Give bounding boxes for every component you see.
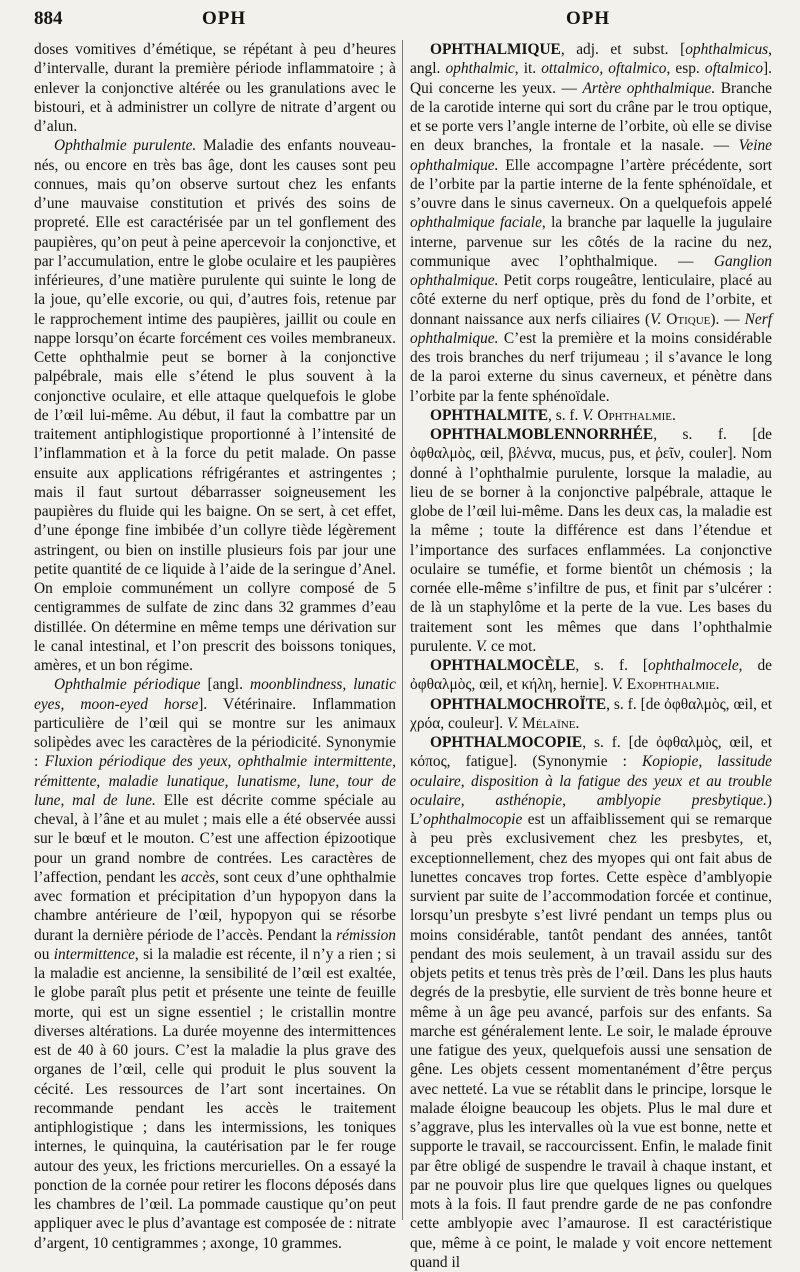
entry-ophthalmochroite: OPHTHALMOCHROÏTE, s. f. [de ὀφθαλμὸς, œil, et χρόα, couleur]. V. Mélaïne. <box>410 695 772 732</box>
page-number: 884 <box>34 8 63 29</box>
subentry-term: Ophthalmie périodique <box>54 676 201 694</box>
headword: OPHTHALMIQUE <box>430 41 561 58</box>
synonymy: Kopiopie, lassitude oculaire, disposition à la fatigue des yeux et au trouble oculaire, asthénopie, amblyopie presbytique. <box>410 753 772 809</box>
column-divider <box>402 40 403 1220</box>
entry-ophthalmoblennorrhee: OPHTHALMOBLENNORRHÉE, s. f. [de ὀφθαλμὸς, œil, βλέννα, mucus, pus, et ῥεῖν, couler]. Nom donné à l’ophthalmie purulente, lorsque la maladie, au lieu de se borner à la conjonctive palpébrale, attaque le globe de l’œil lui-même. Dans les deux cas, la maladie est la même ; toute la différence est dans l’étendue et l’importance des surfaces enflammées. La conjonctive oculaire se tuméfie, et forme bientôt un chémosis ; la cornée elle-même s’infiltre de pus, et finit par s’ulcérer : de là un staphylôme et la perte de la vue. Les bases du traitement sont les mêmes que dans l’ophthalmie purulente. V. ce mot. <box>410 426 772 655</box>
entry-ophthalmique: OPHTHALMIQUE, adj. et subst. [ophthalmicus, angl. ophthalmic, it. ottalmico, oftalmico, esp. oftalmico]. Qui concerne les yeux. — Artère ophthalmique. Branche de la carotide interne qui sort du crâne par le trou optique, et se porte vers l’angle interne de l’orbite, où elle se divise en deux branches, la frontale et la nasale. — Veine ophthalmique. Elle accompagne l’artère précédente, sort de l’orbite par la partie interne de la fente sphénoïdale, et s’ouvre dans le sinus caverneux. On a quelquefois appelé ophthalmique faciale, la branche par laquelle la jugulaire interne, parvenue sur les côtés de la racine du nez, communique avec l’ophthalmique. — Ganglion ophthalmique. Petit corps rougeâtre, lenticulaire, placé au côté externe du nerf optique, près du fond de l’orbite, et donnant naissance aux nerfs ciliaires (V. Otique). — Nerf ophthalmique. C’est la première et la moins considérable des trois branches du nerf trijumeau ; il s’avance le long de la paroi externe du sinus caverneux, et pénètre dans l’orbite par la fente sphénoïdale. <box>410 41 773 405</box>
right-column <box>410 40 772 1272</box>
entry-ophthalmocopie: OPHTHALMOCOPIE, s. f. [de ὀφθαλμὸς, œil, et κόπος, fatigue]. (Synonymie : Kopiopie, lassitude oculaire, disposition à la fatigue des yeux et au trouble oculaire, asthénopie, amblyopie presbytique.) L’ophthalmocopie est un affaiblissement qui se remarque à peu près exclusivement chez les presbytes, et, exceptionnellement, chez des myopes qui ont fait abus de lunettes concaves trop fortes. Cette espèce d’amblyopie survient par suite de l’accommodation forcée et continue, lorsqu’un presbyte s’est livré pendant un temps plus ou moins considérable, tantôt pendant des années, tantôt pendant des mois seulement, à un travail assidu sur des objets petits et tenus très près de l’œil. Dans les plus hauts degrés de la presbytie, elle survient de très bonne heure et même à un âge peu avancé, parfois sur des enfants. Sa marche est généralement lente. Le soir, le malade éprouve une fatigue des yeux, quelquefois aussi une sensation de gêne. Les objets cessent momentanément d’être perçus avec netteté. La vue se rétablit dans le principe, lorsque le malade éloigne beaucoup les objets. Plus le mal dure et s’aggrave, plus les intervalles où la vue est bonne, nette et supporte le travail, se raccourcissent. Enfin, le malade finit par être obligé de suspendre le travail à chaque instant, et par ne pouvoir plus lire que quelques lignes ou quelques mots à la fois. Il faut prendre garde de ne pas confondre cette amblyopie avec l’amaurose. Il est caractéristique que, même à ce point, le malade y voit encore nettement quand il <box>410 734 772 1271</box>
left-column <box>34 40 396 1253</box>
running-head-right: OPH <box>566 8 611 29</box>
headword: OPHTHALMOCHROÏTE <box>430 695 607 713</box>
synonymy: Fluxion périodique des yeux, ophthalmie intermittente, rémittente, maladie lunatique, lunatisme, lune, tour de lune, mal de lune. <box>34 753 396 809</box>
headword: OPHTHALMITE <box>430 406 549 424</box>
headword: OPHTHALMOCÈLE <box>430 657 576 674</box>
cross-reference: Ophthalmie. <box>593 406 676 424</box>
cross-reference: Exophthalmie. <box>622 676 720 694</box>
entry-ophthalmocele: OPHTHALMOCÈLE, s. f. [ophthalmocele, de ὀφθαλμὸς, œil, et κήλη, hernie]. V. Exophthalmie. <box>410 657 772 694</box>
cross-reference: Mélaïne. <box>518 714 580 732</box>
headword: OPHTHALMOBLENNORRHÉE <box>430 426 654 443</box>
entry-ophthalmie-purulente <box>34 136 396 675</box>
headword: OPHTHALMOCOPIE <box>430 734 583 751</box>
running-head-left: OPH <box>202 8 247 29</box>
paragraph-continuation: doses vomitives d’émétique, se répétant à peu d’heures d’intervalle, durant la première période inflammatoire ; à enlever la conjonctive altérée ou les granulations avec le bistouri, et à administrer un collyre de nitrate d’argent ou d’alun. <box>34 41 396 135</box>
entry-ophthalmite: OPHTHALMITE, s. f. V. Ophthalmie. <box>430 406 676 424</box>
page-header <box>0 8 800 38</box>
entry-text: Maladie des enfants nouveau-nés, ou encore en très bas âge, dont les causes sont peu connues, mais qu’on observe surtout chez les enfants d’une mauvaise constitution et privés des soins de propreté. Elle est caractérisée par un tel gonflement des paupières, qu’on peut à peine apercevoir la conjonctive, et par l’accumulation, entre le globe oculaire et les paupières inférieures, d’une matière purulente qui suinte le long de la joue, qu’elle excorie, ou qui, d’autres fois, retenue par le rapprochement intime des paupières, jaillit ou coule en nappe lorsqu’on écarte forcément ces voiles membraneux. Cette ophthalmie peut se borner à la conjonctive palpébrale, mais elle s’étend le plus souvent à la conjonctive oculaire, et elle attaque quelquefois le globe de l’œil lui-même. Au début, il faut la combattre par un traitement antiphlogistique proportionné à l’intensité de l’inflammation et à la force du petit malade. On passe ensuite aux applications réfrigérantes et astringentes ; mais il faut surtout débarrasser soigneusement les paupières du fluide qui les baigne. On se sert, à cet effet, d’une éponge fine imbibée d’un collyre tiède légèrement astringent, ou bien on instille plusieurs fois par jour une petite quantité de ce liquide à l’aide de la seringue d’Anel. On emploie communément un collyre composé de 5 centigrammes de sulfate de zinc dans 32 grammes d’eau distillée. On détermine en même temps une dérivation sur le canal intestinal, et l’on prescrit des boissons toniques, amères, et un bon régime. <box>34 137 396 674</box>
subentry-term: Ophthalmie purulente. <box>54 137 197 155</box>
entry-ophthalmie-periodique: Ophthalmie périodique [angl. moonblindness, lunatic eyes, moon-eyed horse]. Vétérinaire. Inflammation particulière de l’œil qui se montre sur les animaux solipèdes avec les caractères de la périodicité. Synonymie : Fluxion périodique des yeux, ophthalmie intermittente, rémittente, maladie lunatique, lunatisme, lune, tour de lune, mal de lune. Elle est décrite comme spéciale au cheval, à l’âne et au mulet ; mais elle a été observée aussi sur le bœuf et le mouton. C’est une affection épizootique pour un grand nombre de contrées. Les caractères de l’affection, pendant les accès, sont ceux d’une ophthalmie avec formation et précipitation d’un hypopyon dans la chambre antérieure de l’œil, hypopyon qui se résorbe durant la dernière période de l’accès. Pendant la rémission ou intermittence, si la maladie est récente, il n’y a rien ; si la maladie est ancienne, la sensibilité de l’œil est exaltée, le globe paraît plus petit et présente une teinte de feuille morte, qui est un signe essentiel ; le cristallin montre diverses altérations. La durée moyenne des intermittences est de 40 à 60 jours. C’est la maladie la plus grave des organes de l’œil, celle qui produit le plus souvent la cécité. Les ressources de l’art sont incertaines. On recommande pendant les accès le traitement antiphlogistique ; dans les intermissions, les toniques internes, le quinquina, la cautérisation par le fer rouge autour des yeux, les frictions mercurielles. On a essayé la ponction de la cornée pour retirer les flocons déposés dans les chambres de l’œil. La pommade caustique qu’on peut appliquer avec le plus d’avantage est composée de : nitrate d’argent, 10 centigrammes ; axonge, 10 grammes. <box>34 676 396 1252</box>
